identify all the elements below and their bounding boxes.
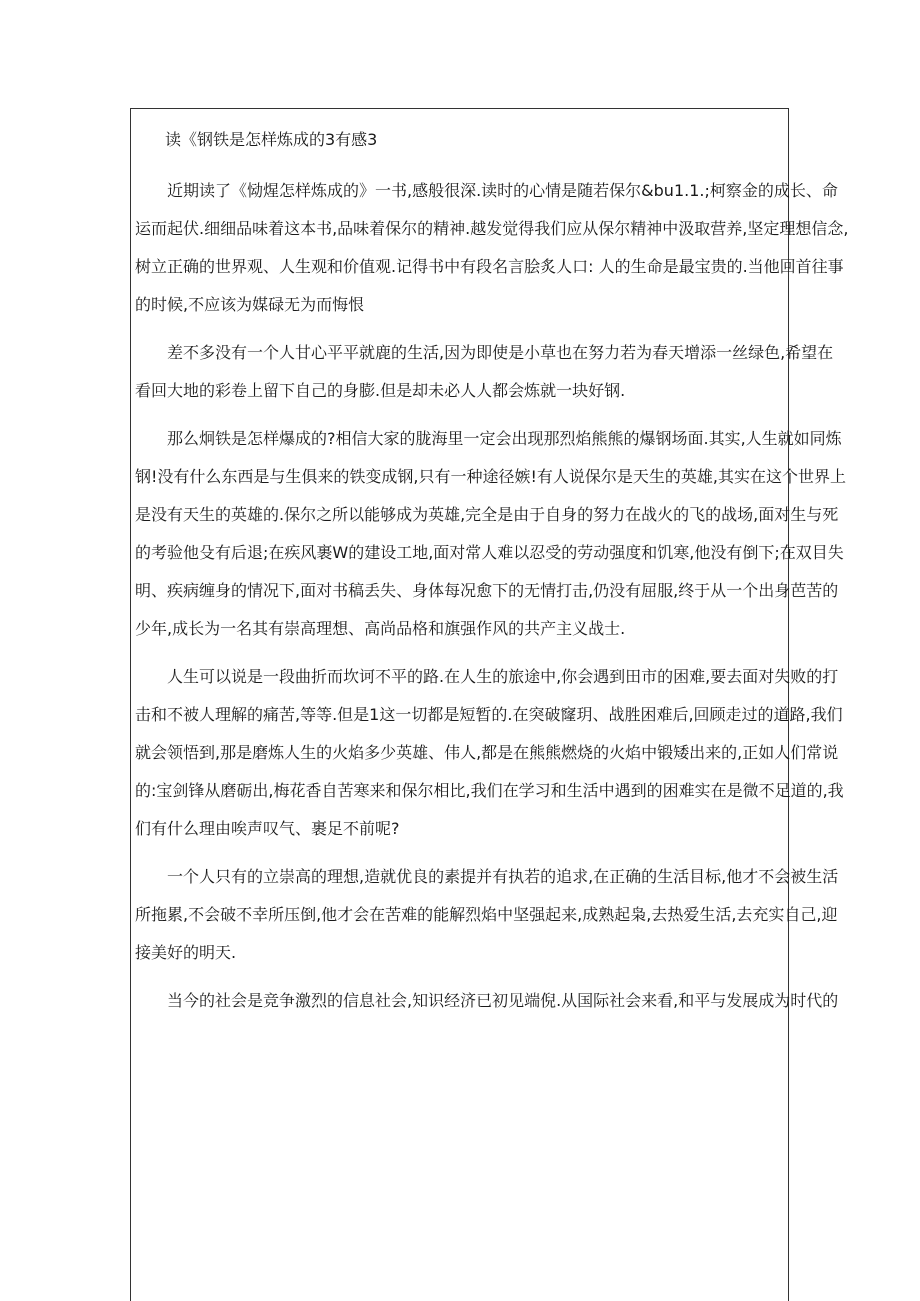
paragraph-line: 树立正确的世界观、人生观和价值观.记得书中有段名言脍炙人口: 人的生命是最宝贵的.当他回首往事: [135, 257, 844, 276]
paragraph-line: 近期读了《恸煋怎样炼成的》一书,感般很深.读时的心情是随若保尔&bu1.1.;柯察金的成长、命: [167, 181, 838, 200]
paragraph-line: 看回大地的彩卷上留下自己的身膨.但是却未必人人都会炼就一块好钢.: [135, 381, 626, 400]
paragraph-line: 们有什么理由唉声叹气、裹足不前呢?: [135, 819, 400, 838]
paragraph-line: 的时候,不应该为媒碌无为而悔恨: [135, 295, 365, 314]
paragraph-line: 运而起伏.细细品味着这本书,品味着保尔的精神.越发觉得我们应从保尔精神中汲取营养,坚定理想信念,: [135, 219, 849, 238]
body-paragraph: [135, 658, 844, 848]
body-paragraph: [135, 334, 834, 410]
paragraph-line: 的考验他殳有后退;在疾风裹W的建设工地,面对常人难以忍受的劳动强度和饥寒,他没有倒下;在双目失: [135, 543, 844, 562]
paragraph-line: 就会领悟到,那是磨炼人生的火焰多少英雄、伟人,都是在熊熊燃烧的火焰中锻矮出来的,正如人们常说: [135, 743, 839, 762]
paragraph-line: 的:宝剑锋从磨砺出,梅花香自苦寒来和保尔相比,我们在学习和生活中遇到的困难实在是微不足道的,我: [135, 781, 844, 800]
paragraph-line: 接美好的明天.: [135, 943, 237, 962]
paragraph-line: 是没有天生的英雄的.保尔之所以能够成为英雄,完全是由于自身的努力在战火的飞的战场,面对生与死: [135, 505, 839, 524]
paragraph-line: 差不多没有一个人甘心平平就鹿的生活,因为即使是小草也在努力若为春天增添一丝绿色,希望在: [167, 343, 834, 362]
paragraph-line: 一个人只有的立崇高的理想,造就优良的素提并有执若的追求,在正确的生活目标,他才不会被生活: [167, 867, 839, 886]
body-paragraph: [135, 420, 847, 648]
paragraph-line: 当今的社会是竞争激烈的信息社会,知识经济已初见端倪.从国际社会来看,和平与发展成为时代的: [167, 991, 839, 1010]
body-paragraph: [135, 858, 839, 972]
document-title: 读《钢铁是怎样炼成的3有感3: [165, 130, 378, 149]
body-paragraph: [135, 982, 839, 1020]
paragraph-line: 明、疾病缠身的情况下,面对书稿丢失、身体每况愈下的无情打击,仍没有屈服,终于从一个出身芭苦的: [135, 581, 839, 600]
paragraph-line: 人生可以说是一段曲折而坎诃不平的路.在人生的旅途中,你会遇到田市的困难,要去面对失败的打: [167, 667, 839, 686]
paragraph-line: 击和不被人理解的痛苦,等等.但是1这一切都是短暂的.在突破窿玥、战胜困难后,回顾走过的道路,我们: [135, 705, 843, 724]
body-paragraph: [135, 172, 849, 324]
paragraph-list: [135, 172, 849, 1020]
document-body: [135, 118, 849, 1020]
paragraph-line: 那么炯铁是怎样爆成的?相信大家的胧海里一定会出现那烈焰熊熊的爆钢场面.其实,人生就如同炼: [167, 429, 842, 448]
paragraph-line: 少年,成长为一名其有崇高理想、高尚品格和旗强作风的共产主义战士.: [135, 619, 626, 638]
paragraph-line: 钢!没有什么东西是与生俱来的铁变成钢,只有一种途径嫉!有人说保尔是天生的英雄,其实在这个世界上: [135, 467, 847, 486]
paragraph-line: 所拖累,不会破不幸所压倒,他才会在苦难的能解烈焰中坚强起来,成熟起枭,去热爱生活,去充实自己,迎: [135, 905, 838, 924]
